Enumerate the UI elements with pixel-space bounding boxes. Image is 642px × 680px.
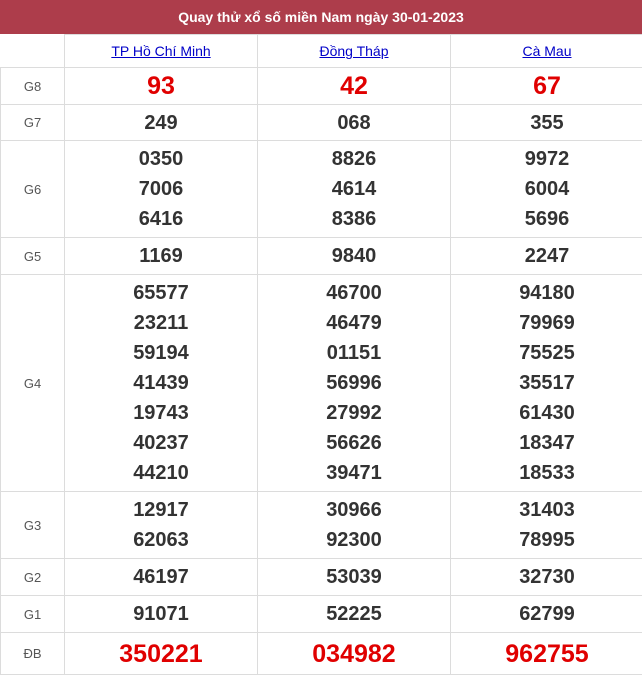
prize-row xyxy=(1,105,642,141)
prize-number: 61430 xyxy=(519,402,575,424)
prize-cell xyxy=(65,141,258,238)
prize-label: G4 xyxy=(1,275,65,492)
prize-cell xyxy=(65,633,258,675)
prize-number: 350221 xyxy=(119,639,203,668)
prize-row xyxy=(1,559,642,596)
prize-number: 8386 xyxy=(331,208,377,230)
prize-number: 52225 xyxy=(326,603,382,625)
prize-number: 44210 xyxy=(133,462,189,484)
prize-number: 46197 xyxy=(133,566,189,588)
prize-label: G5 xyxy=(1,238,65,275)
prize-row xyxy=(1,596,642,633)
prize-number: 78995 xyxy=(519,529,575,551)
prize-number: 40237 xyxy=(133,432,189,454)
province-link-hcm[interactable]: TP Hồ Chí Minh xyxy=(111,43,211,59)
province-header xyxy=(451,35,642,68)
prize-cell xyxy=(258,559,451,596)
prize-number: 62799 xyxy=(519,603,575,625)
prize-number: 59194 xyxy=(133,342,189,364)
prize-number: 62063 xyxy=(133,529,189,551)
prize-number: 79969 xyxy=(519,312,575,334)
prize-cell xyxy=(258,492,451,559)
province-header xyxy=(258,35,451,68)
prize-cell xyxy=(258,633,451,675)
prize-number: 1169 xyxy=(139,245,183,267)
prize-number: 35517 xyxy=(519,372,575,394)
province-link-ca-mau[interactable]: Cà Mau xyxy=(522,43,572,59)
prize-cell xyxy=(451,492,642,559)
prize-cell xyxy=(451,68,642,105)
prize-cell xyxy=(65,275,258,492)
prize-number: 23211 xyxy=(133,312,189,334)
prize-number: 92300 xyxy=(326,529,382,551)
header-blank-cell xyxy=(1,35,65,68)
prize-label: ĐB xyxy=(1,633,65,675)
prize-cell xyxy=(451,559,642,596)
prize-number: 0350 xyxy=(138,148,184,170)
prize-number: 30966 xyxy=(326,499,382,521)
prize-number: 41439 xyxy=(133,372,189,394)
prize-number: 31403 xyxy=(519,499,575,521)
prize-number: 94180 xyxy=(519,282,575,304)
prize-number: 75525 xyxy=(519,342,575,364)
results-table xyxy=(0,34,642,675)
prize-row xyxy=(1,68,642,105)
province-link-dong-thap[interactable]: Đồng Tháp xyxy=(319,43,389,59)
prize-number: 18533 xyxy=(519,462,575,484)
prize-number: 5696 xyxy=(524,208,570,230)
prize-number: 65577 xyxy=(133,282,189,304)
prize-cell xyxy=(258,238,451,275)
prize-number: 19743 xyxy=(133,402,189,424)
prize-label: G6 xyxy=(1,141,65,238)
prize-number: 93 xyxy=(147,72,175,100)
prize-cell xyxy=(451,141,642,238)
prize-label: G1 xyxy=(1,596,65,633)
prize-number: 67 xyxy=(533,72,561,100)
prize-number: 39471 xyxy=(326,462,382,484)
prize-cell xyxy=(258,275,451,492)
prize-number: 8826 xyxy=(331,148,377,170)
prize-label: G3 xyxy=(1,492,65,559)
prize-number: 53039 xyxy=(326,566,382,588)
prize-number: 068 xyxy=(337,111,371,134)
prize-number: 56626 xyxy=(326,432,382,454)
prize-number: 46479 xyxy=(326,312,382,334)
prize-number: 12917 xyxy=(133,499,189,521)
prize-label: G7 xyxy=(1,105,65,141)
prize-number: 2247 xyxy=(524,245,570,267)
prize-number: 6004 xyxy=(524,178,570,200)
prize-cell xyxy=(65,238,258,275)
province-header xyxy=(65,35,258,68)
prize-number: 56996 xyxy=(326,372,382,394)
prize-cell xyxy=(451,633,642,675)
prize-cell xyxy=(451,238,642,275)
prize-number: 4614 xyxy=(331,178,377,200)
prize-cell xyxy=(65,559,258,596)
prize-cell xyxy=(65,105,258,141)
prize-row xyxy=(1,141,642,238)
prize-number: 01151 xyxy=(326,342,382,364)
page-title: Quay thử xổ số miền Nam ngày 30-01-2023 xyxy=(0,0,642,34)
prize-row xyxy=(1,238,642,275)
prize-row xyxy=(1,275,642,492)
prize-label: G8 xyxy=(1,68,65,105)
prize-number: 18347 xyxy=(519,432,575,454)
prize-number: 962755 xyxy=(505,639,589,668)
prize-number: 91071 xyxy=(133,603,189,625)
prize-number: 034982 xyxy=(312,639,396,668)
prize-cell xyxy=(451,105,642,141)
prize-cell xyxy=(258,68,451,105)
prize-number: 42 xyxy=(340,72,368,100)
prize-cell xyxy=(451,596,642,633)
prize-number: 32730 xyxy=(519,566,575,588)
prize-number: 9972 xyxy=(524,148,570,170)
prize-number: 355 xyxy=(530,111,564,134)
prize-number: 7006 xyxy=(138,178,184,200)
prize-cell xyxy=(258,105,451,141)
prize-number: 46700 xyxy=(326,282,382,304)
prize-number: 9840 xyxy=(331,245,377,267)
prize-cell xyxy=(258,596,451,633)
prize-number: 249 xyxy=(144,111,178,134)
prize-cell xyxy=(258,141,451,238)
prize-row xyxy=(1,492,642,559)
prize-number: 6416 xyxy=(138,208,184,230)
prize-cell xyxy=(65,596,258,633)
prize-label: G2 xyxy=(1,559,65,596)
prize-number: 27992 xyxy=(326,402,382,424)
prize-cell xyxy=(451,275,642,492)
prize-row xyxy=(1,633,642,675)
province-header-row xyxy=(1,35,642,68)
prize-cell xyxy=(65,492,258,559)
prize-cell xyxy=(65,68,258,105)
